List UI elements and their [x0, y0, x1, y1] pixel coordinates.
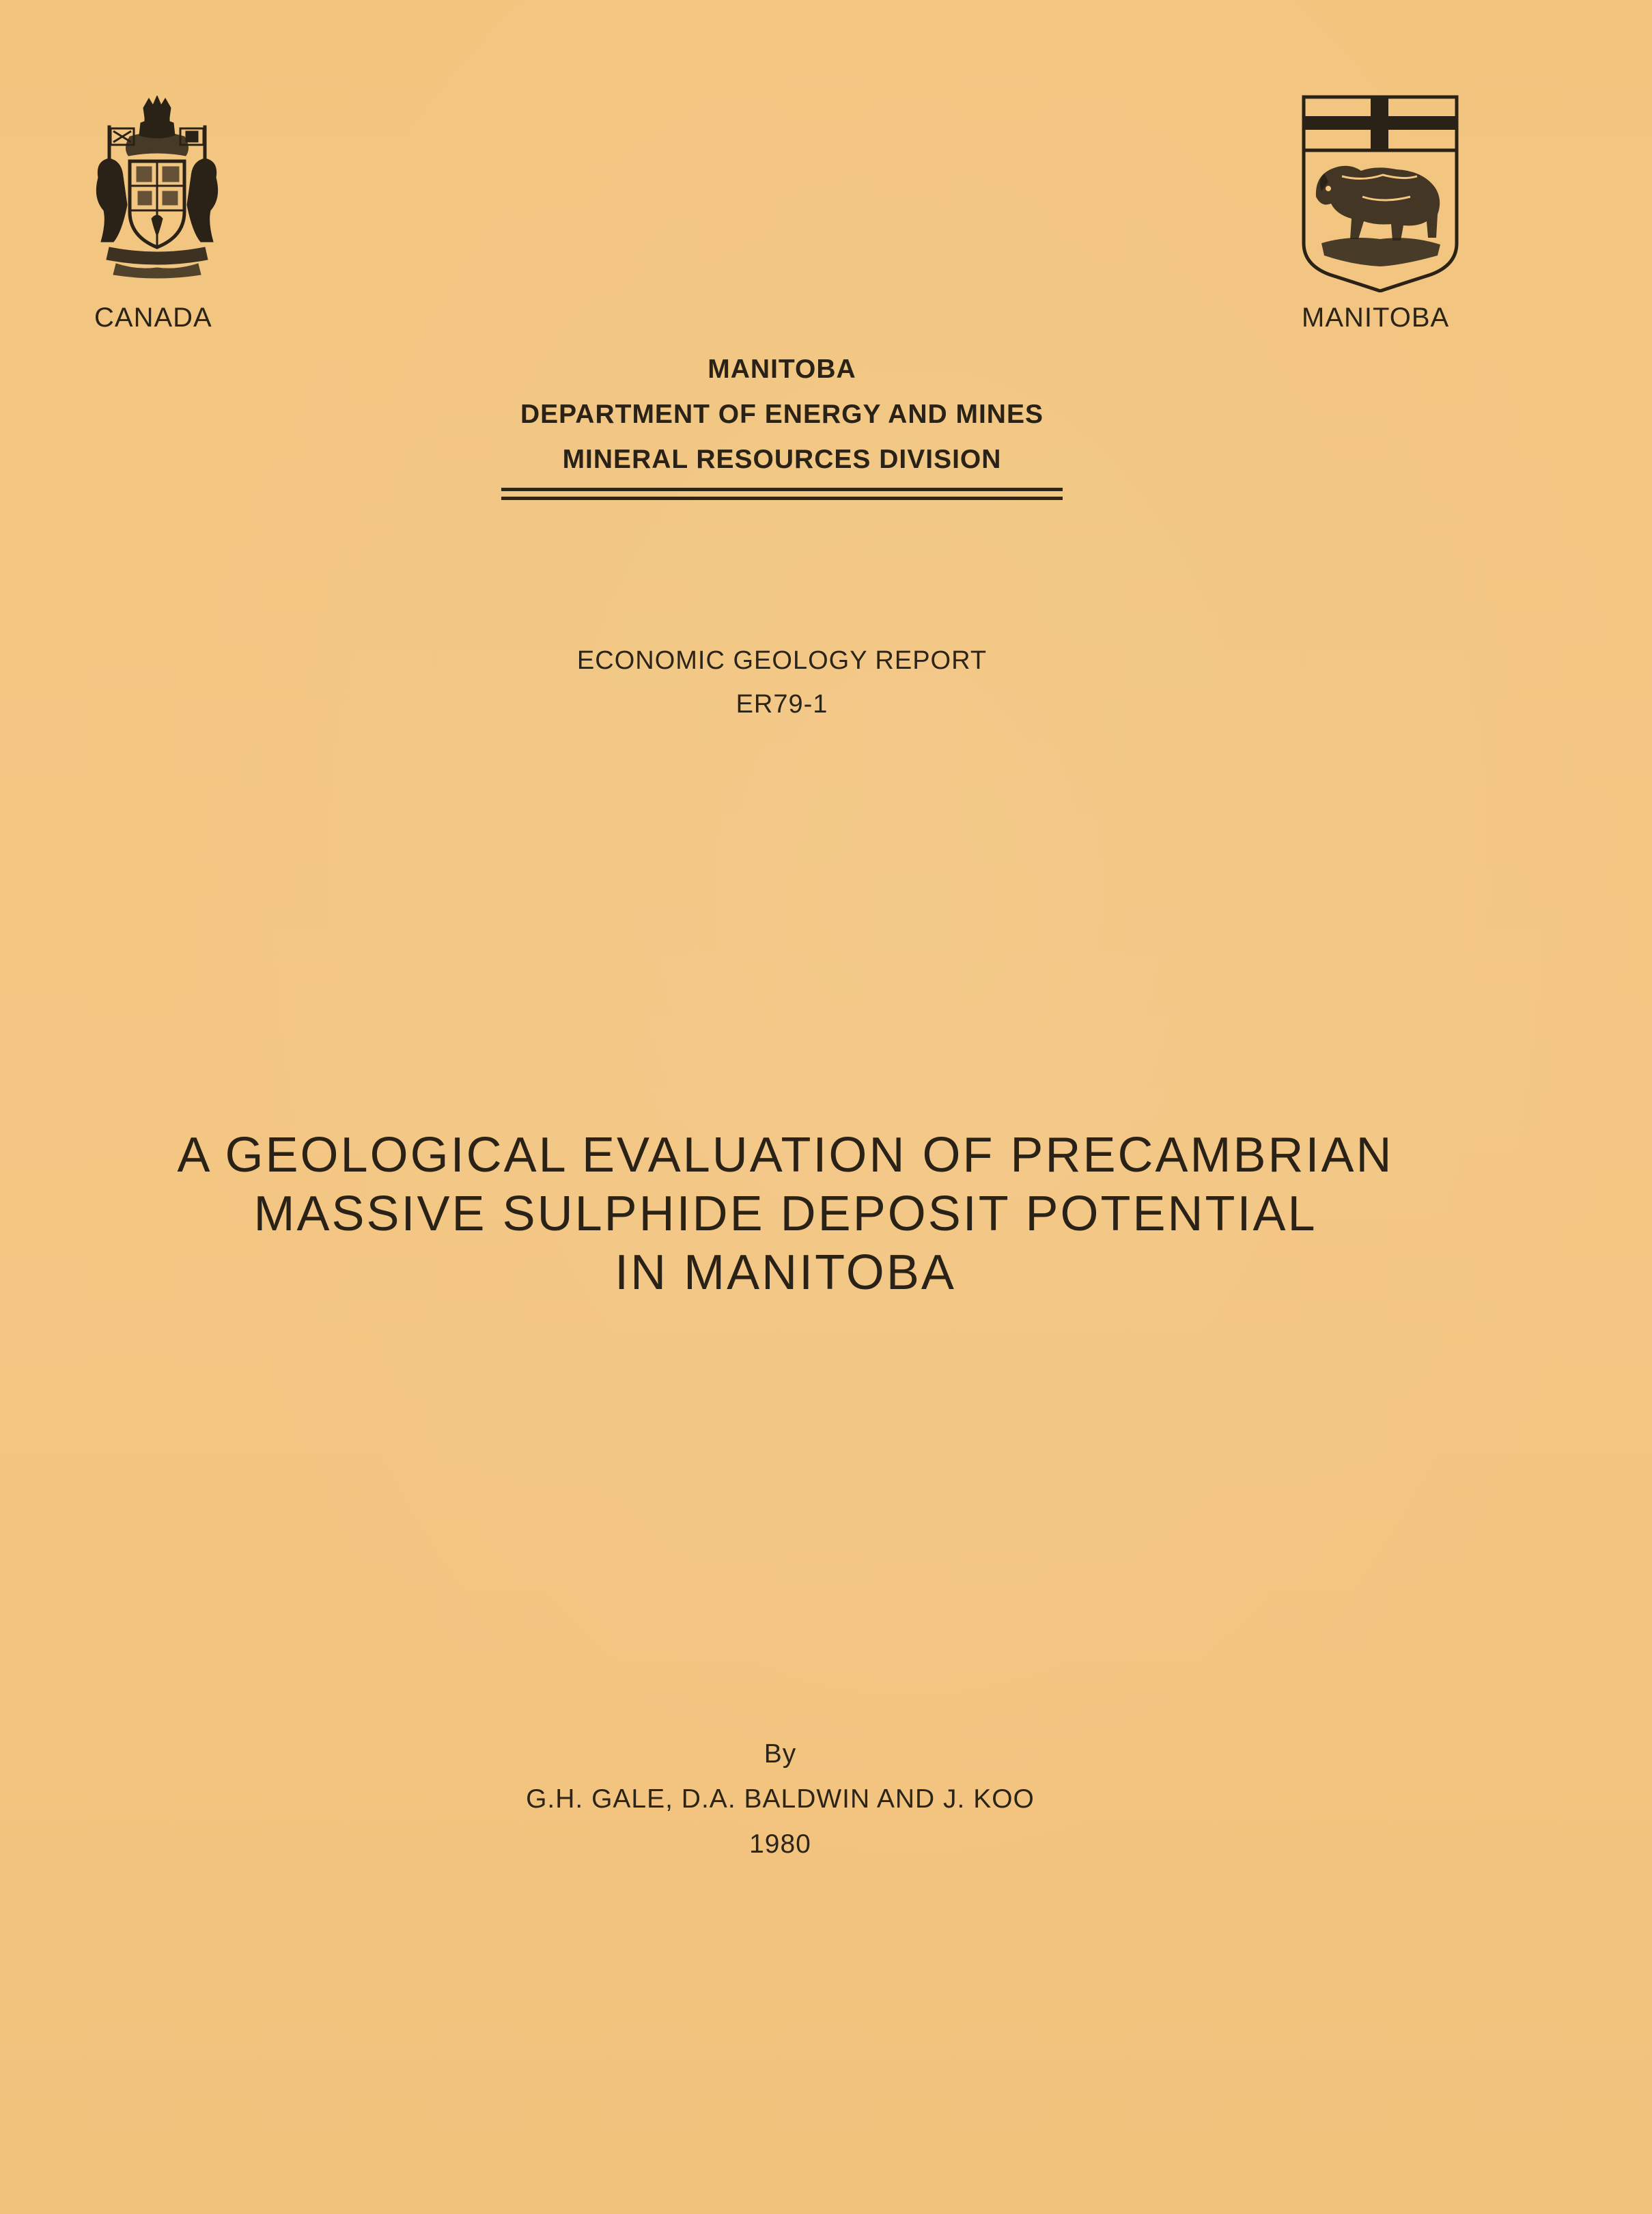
manitoba-label: MANITOBA [1302, 303, 1450, 333]
canada-label: CANADA [94, 303, 212, 333]
department-heading [0, 347, 1564, 482]
title-line-1: A GEOLOGICAL EVALUATION OF PRECAMBRIAN [177, 1128, 1394, 1182]
manitoba-shield-bison-icon [1301, 94, 1459, 292]
report-series-name: ECONOMIC GEOLOGY REPORT [576, 646, 988, 675]
department-province: MANITOBA [708, 355, 856, 384]
title-line-3: IN MANITOBA [615, 1245, 956, 1300]
canada-coat-of-arms-icon [89, 96, 225, 280]
department-division: MINERAL RESOURCES DIVISION [562, 445, 1002, 474]
report-title [0, 1126, 1571, 1302]
publication-year: 1980 [749, 1829, 811, 1859]
heading-divider-bottom [501, 497, 1063, 500]
report-series [0, 639, 1564, 726]
title-line-2: MASSIVE SULPHIDE DEPOSIT POTENTIAL [253, 1187, 1317, 1241]
department-name: DEPARTMENT OF ENERGY AND MINES [520, 400, 1044, 429]
author-names: G.H. GALE, D.A. BALDWIN AND J. KOO [526, 1784, 1035, 1814]
heading-divider-top [501, 488, 1063, 491]
author-credits [0, 1732, 1560, 1867]
by-label: By [764, 1739, 797, 1769]
report-number: ER79-1 [736, 690, 828, 719]
